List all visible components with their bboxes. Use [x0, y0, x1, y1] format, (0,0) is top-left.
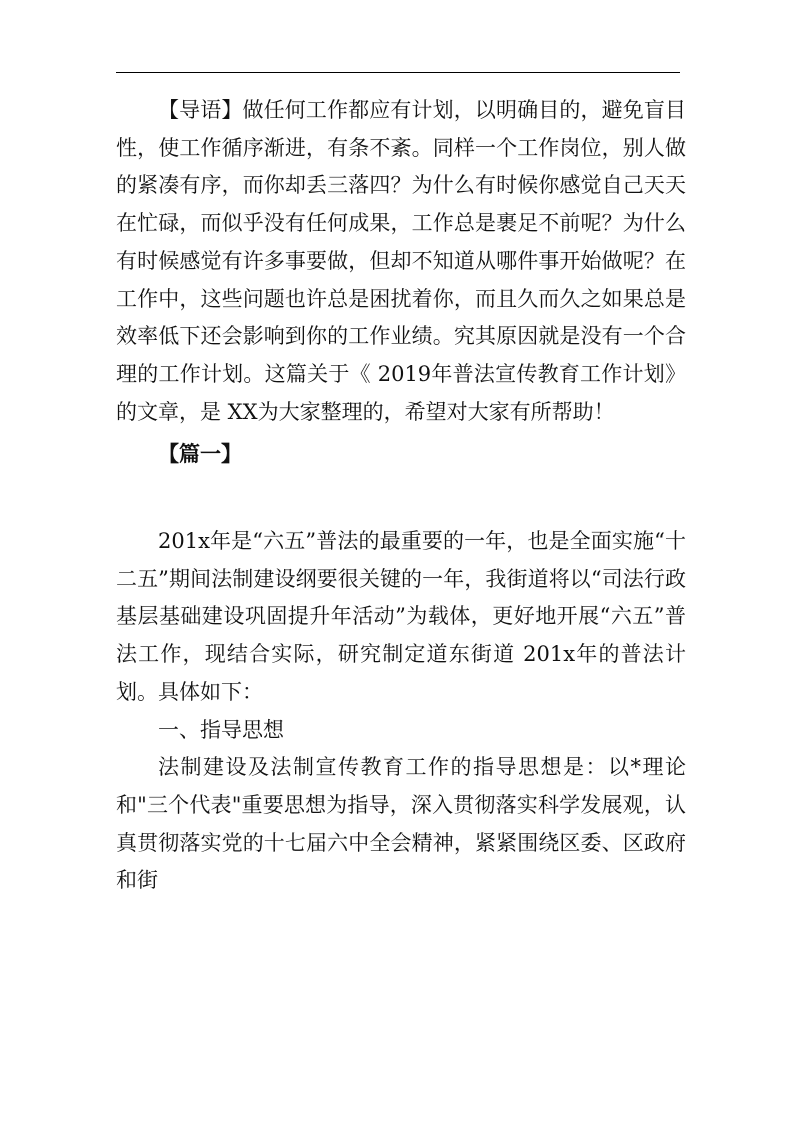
header-rule [116, 72, 680, 73]
intro-paragraph: 【导语】做任何工作都应有计划，以明确目的，避免盲目性，使工作循序渐进，有条不紊。同样一个工作岗位，别人做的紧凑有序，而你却丢三落四？为什么有时候你感觉自己天天在忙碌，而似乎没有任何成果，工作总是裹足不前呢？为什么有时候感觉有许多事要做，但却不知道从哪件事开始做呢？在工作中，这些问题也许总是困扰着你，而且久而久之如果总是效率低下还会影响到你的工作业绩。究其原因就是没有一个合理的工作计划。这篇关于《 2019年普法宣传教育工作计划》的文章，是 XX为大家整理的，希望对大家有所帮助！ [116, 98, 686, 424]
section-heading-1: 一、指导思想 [158, 717, 284, 742]
section-label: 【篇一】 [158, 441, 242, 467]
body-paragraph-2: 法制建设及法制宣传教育工作的指导思想是：以*理论和"三个代表"重要思想为指导，深入贯彻落实科学发展观，认真贯彻落实党的十七届六中全会精神，紧紧围绕区委、区政府和街 [116, 755, 686, 893]
body-paragraph-1: 201x年是“六五”普法的最重要的一年，也是全面实施“十二五”期间法制建设纲要很关键的一年，我街道将以“司法行政基层基础建设巩固提升年活动”为载体，更好地开展“六五”普法工作，现结合实际，研究制定道东街道 201x年的普法计划。具体如下： [116, 529, 686, 704]
document-body [116, 92, 686, 900]
section-spacer [116, 473, 686, 523]
